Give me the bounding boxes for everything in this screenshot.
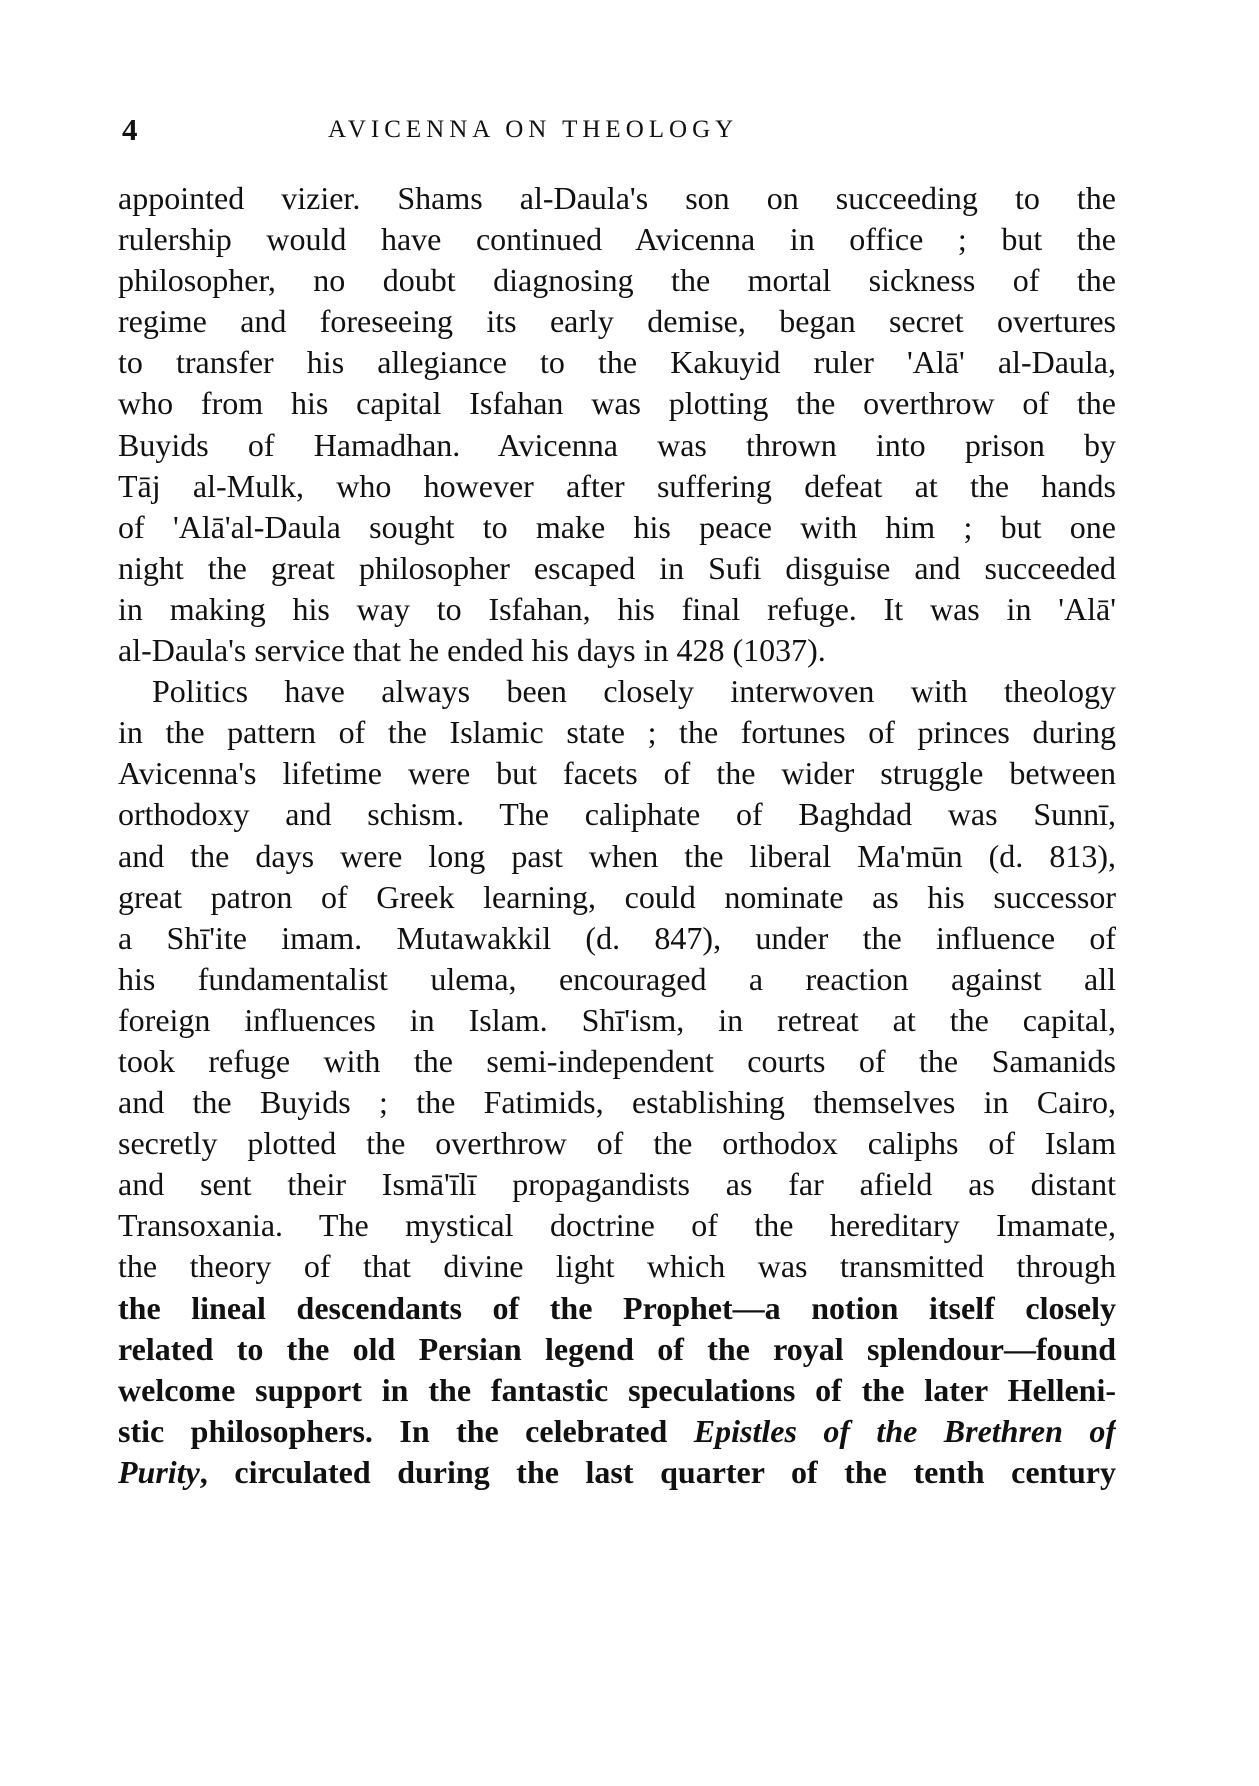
text-line: philosopher, no doubt diagnosing the mortal sickness of the [118, 262, 1116, 299]
text-line [118, 1452, 1116, 1493]
text-line: a Shī'ite imam. Mutawakkil (d. 847), under the influence of [118, 919, 1116, 956]
text-line: rulership would have continued Avicenna in office ; but the [118, 221, 1116, 258]
text-line: foreign influences in Islam. Shī'ism, in retreat at the capital, [118, 1001, 1116, 1038]
text-line [118, 1411, 1116, 1452]
book-title-italic: Epistles of the Brethren of [693, 1412, 1116, 1449]
book-title-italic: Purity [118, 1453, 200, 1490]
text-line: in the pattern of the Islamic state ; the fortunes of princes during [118, 714, 1116, 751]
text-line: appointed vizier. Shams al-Daula's son on succeeding to the [118, 180, 1116, 216]
text-line: al-Daula's service that he ended his days in 428 (1037). [118, 632, 826, 669]
text-line: secretly plotted the overthrow of the orthodox caliphs of Islam [118, 1125, 1116, 1162]
text-line: night the great philosopher escaped in Sufi disguise and succeeded [118, 549, 1116, 586]
text-line: great patron of Greek learning, could nominate as his successor [118, 878, 1116, 915]
text-line: Politics have always been closely interwoven with theology [152, 673, 1116, 710]
text-line: took refuge with the semi-independent courts of the Samanids [118, 1042, 1116, 1079]
text-line: and the Buyids ; the Fatimids, establishing themselves in Cairo, [118, 1084, 1116, 1121]
page-number: 4 [122, 112, 138, 147]
text-line: his fundamentalist ulema, encouraged a reaction against all [118, 960, 1116, 997]
text-line: the theory of that divine light which was transmitted through [118, 1248, 1116, 1285]
running-head [122, 110, 1112, 150]
text-line: the lineal descendants of the Prophet—a notion itself closely [118, 1289, 1116, 1326]
text-line: of 'Alā'al-Daula sought to make his peace with him ; but one [118, 508, 1116, 545]
text-line: Buyids of Hamadhan. Avicenna was thrown into prison by [118, 426, 1116, 463]
text-line: in making his way to Isfahan, his final refuge. It was in 'Alā' [118, 590, 1116, 627]
text-line: orthodoxy and schism. The caliphate of Baghdad was Sunnī, [118, 796, 1116, 833]
text-line: related to the old Persian legend of the royal splendour—found [118, 1330, 1116, 1367]
text-line: Transoxania. The mystical doctrine of the hereditary Imamate, [118, 1207, 1116, 1244]
text-line: welcome support in the fantastic speculations of the later Helleni- [118, 1371, 1116, 1408]
text-fragment: , circulated during the last quarter of the tenth century [199, 1453, 1116, 1490]
text-line: Tāj al-Mulk, who however after suffering defeat at the hands [118, 467, 1116, 504]
text-line: to transfer his allegiance to the Kakuyid ruler 'Alā' al-Daula, [118, 344, 1116, 381]
running-title: AVICENNA ON THEOLOGY [328, 116, 739, 143]
text-line: Avicenna's lifetime were but facets of the wider struggle between [118, 755, 1116, 792]
body-text [118, 178, 1116, 1493]
text-line: and sent their Ismā'īlī propagandists as far afield as distant [118, 1166, 1116, 1203]
text-fragment: stic philosophers. In the celebrated [118, 1412, 694, 1449]
text-line: who from his capital Isfahan was plotting the overthrow of the [118, 385, 1116, 422]
text-line: regime and foreseeing its early demise, began secret overtures [118, 303, 1116, 340]
text-line: and the days were long past when the liberal Ma'mūn (d. 813), [118, 837, 1116, 874]
